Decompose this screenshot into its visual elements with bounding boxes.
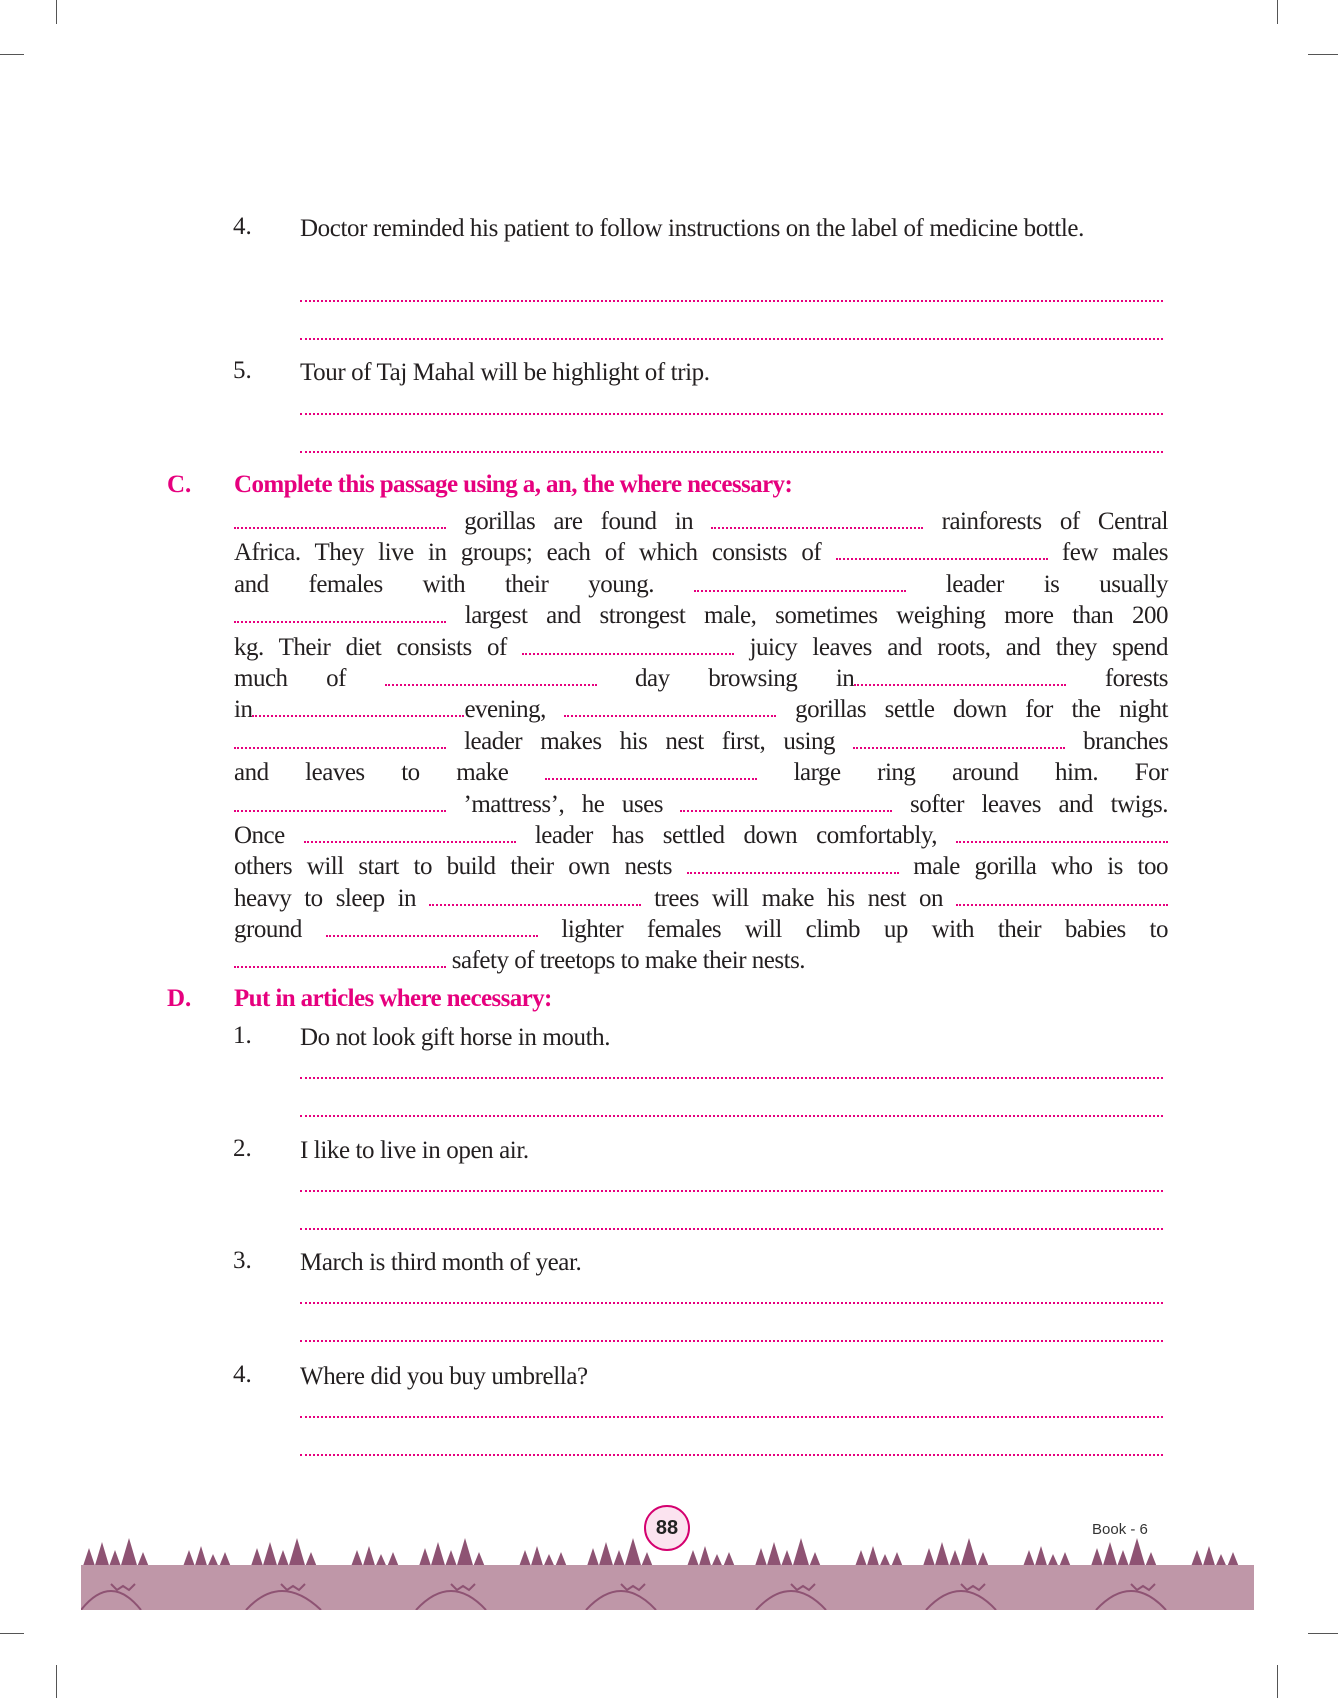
passage-text: kg. Their diet consists of: [234, 633, 523, 661]
passage-text: leader makes his nest first, using: [446, 727, 854, 755]
passage-text: large ring around him. For: [756, 759, 1168, 787]
blank-field[interactable]: [234, 737, 446, 749]
blank-field[interactable]: [680, 800, 892, 812]
passage-text: trees will make his nest on: [641, 884, 957, 912]
passage-text: largest and strongest male, sometimes weighing more than 200: [446, 602, 1168, 630]
passage-text: branches: [1065, 727, 1168, 755]
section-title: Put in articles where necessary:: [234, 985, 552, 1012]
passage-text: and leaves to make: [234, 759, 545, 787]
question-number: 5.: [233, 357, 252, 384]
blank-field[interactable]: [956, 894, 1168, 906]
blank-field[interactable]: [564, 705, 776, 717]
crop-mark: [1277, 0, 1278, 24]
passage-line: [234, 726, 1168, 757]
answer-line[interactable]: [300, 338, 1163, 340]
blank-field[interactable]: [304, 831, 516, 843]
passage-text: day browsing in: [596, 664, 855, 692]
question-text: Tour of Taj Mahal will be highlight of trip.: [300, 359, 710, 386]
question-text: Do not look gift horse in mouth.: [300, 1024, 611, 1051]
passage-text: heavy to sleep in: [234, 884, 430, 912]
blank-field[interactable]: [234, 800, 446, 812]
passage-text: juicy leaves and roots, and they spend: [734, 633, 1168, 661]
passage-text: rainforests of Central: [923, 508, 1168, 535]
answer-line[interactable]: [300, 1190, 1163, 1192]
answer-line[interactable]: [300, 1416, 1163, 1418]
passage-text: ’mattress’, he uses: [446, 790, 681, 818]
question-text: I like to live in open air.: [300, 1137, 529, 1164]
passage: [234, 506, 1168, 977]
passage-line: [234, 600, 1168, 631]
question-text: Doctor reminded his patient to follow instructions on the label of medicine bottle.: [300, 215, 1084, 242]
crop-mark: [56, 0, 57, 24]
blank-field[interactable]: [545, 768, 757, 780]
question-text: March is third month of year.: [300, 1249, 582, 1276]
answer-line[interactable]: [300, 1115, 1163, 1117]
crop-mark: [1277, 1665, 1278, 1698]
passage-text: leader has settled down comfortably,: [515, 821, 956, 849]
blank-field[interactable]: [694, 580, 906, 592]
crop-mark: [0, 1633, 24, 1634]
question-number: 1.: [233, 1022, 252, 1049]
answer-line[interactable]: [300, 1228, 1163, 1230]
blank-field[interactable]: [956, 831, 1168, 843]
blank-field[interactable]: [711, 517, 923, 529]
passage-line: [234, 883, 1168, 914]
passage-line: [234, 851, 1168, 882]
passage-text: leader is usually: [905, 570, 1168, 598]
blank-field[interactable]: [854, 674, 1066, 686]
passage-text: ground: [234, 916, 326, 944]
passage-text: others will start to build their own nests: [234, 853, 687, 881]
passage-line: [234, 789, 1168, 820]
passage-text: gorillas settle down for the night: [776, 696, 1168, 724]
question-number: 4.: [233, 1361, 252, 1388]
section-letter: C.: [167, 471, 192, 498]
page-number: 88: [644, 1505, 690, 1551]
blank-field[interactable]: [836, 548, 1048, 560]
question-number: 2.: [233, 1135, 252, 1162]
passage-text: evening,: [464, 696, 565, 724]
crop-mark: [56, 1665, 57, 1698]
blank-field[interactable]: [326, 925, 538, 937]
blank-field[interactable]: [853, 737, 1065, 749]
passage-line: [234, 632, 1168, 663]
blank-field[interactable]: [234, 517, 446, 529]
passage-line: [234, 663, 1168, 694]
passage-line: [234, 820, 1168, 851]
blank-field[interactable]: [687, 862, 899, 874]
blank-field[interactable]: [429, 894, 641, 906]
passage-text: safety of treetops to make their nests.: [446, 947, 806, 975]
passage-text: gorillas are found in: [446, 508, 712, 535]
passage-text: softer leaves and twigs.: [892, 790, 1168, 818]
answer-line[interactable]: [300, 451, 1163, 453]
section-title: Complete this passage using a, an, the where necessary:: [234, 471, 793, 498]
passage-text: Once: [234, 821, 304, 849]
answer-line[interactable]: [300, 1077, 1163, 1079]
passage-line: [234, 757, 1168, 788]
crop-mark: [0, 54, 24, 55]
passage-line: [234, 506, 1168, 537]
answer-line[interactable]: [300, 1454, 1163, 1456]
passage-text: forests: [1066, 664, 1168, 692]
answer-line[interactable]: [300, 413, 1163, 415]
answer-line[interactable]: [300, 1340, 1163, 1342]
passage-line: [234, 569, 1168, 600]
answer-line[interactable]: [300, 300, 1163, 302]
section-letter: D.: [167, 985, 192, 1012]
question-number: 4.: [233, 213, 252, 240]
passage-text: and females with their young.: [234, 570, 694, 598]
passage-text: Africa. They live in groups; each of which consists of: [234, 539, 836, 567]
book-label: Book - 6: [1092, 1521, 1148, 1538]
passage-text: male gorilla who is too: [898, 853, 1168, 881]
blank-field[interactable]: [522, 643, 734, 655]
question-text: Where did you buy umbrella?: [300, 1363, 588, 1390]
question-number: 3.: [233, 1247, 252, 1274]
passage-text: much of: [234, 664, 385, 692]
passage-text: lighter females will climb up with their babies to: [537, 916, 1169, 944]
passage-text: few males: [1047, 539, 1168, 567]
passage-text: in: [234, 696, 253, 724]
crop-mark: [1308, 1633, 1338, 1634]
crop-mark: [1308, 54, 1338, 55]
blank-field[interactable]: [234, 611, 446, 623]
passage-line: [234, 945, 1168, 976]
blank-field[interactable]: [234, 956, 446, 968]
passage-line: [234, 537, 1168, 568]
passage-line: [234, 694, 1168, 725]
blank-field[interactable]: [385, 674, 597, 686]
blank-field[interactable]: [252, 705, 464, 717]
answer-line[interactable]: [300, 1302, 1163, 1304]
passage-line: [234, 914, 1168, 945]
